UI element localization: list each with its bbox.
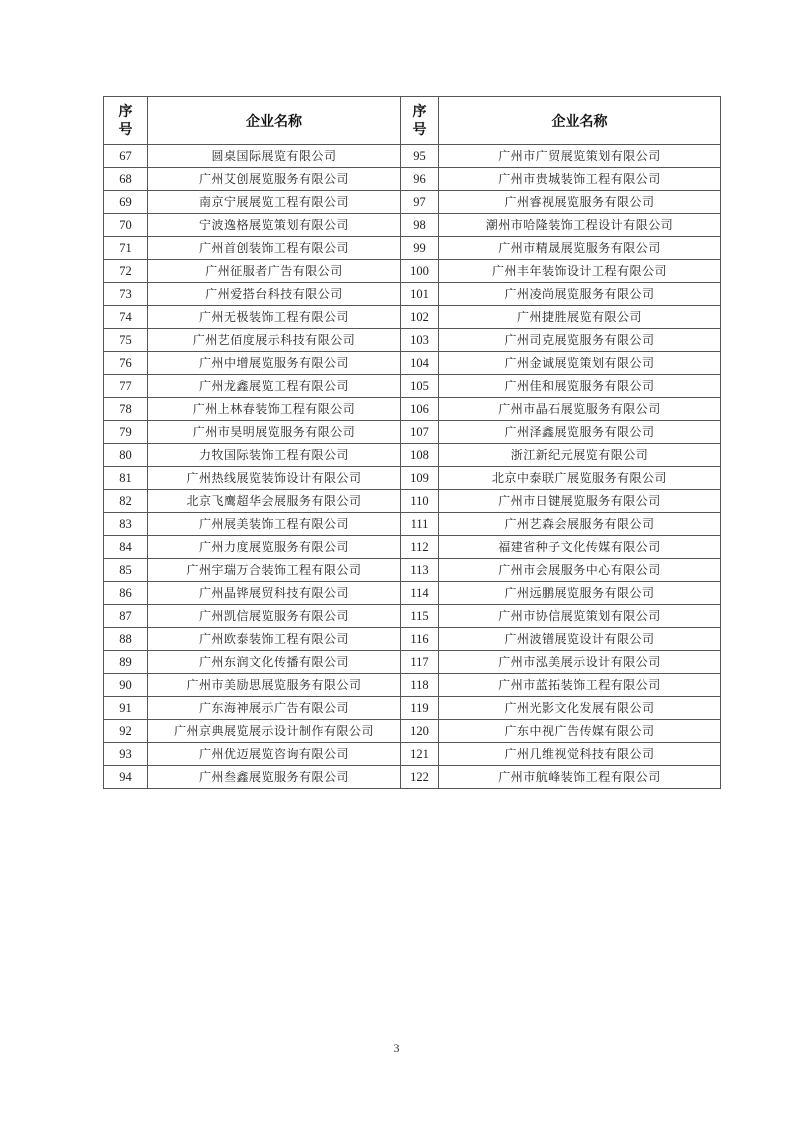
seq-number-left: 82 [104,490,148,513]
seq-number-right: 114 [401,582,439,605]
company-name-right: 广州波镨展览设计有限公司 [439,628,721,651]
seq-number-left: 67 [104,145,148,168]
seq-number-right: 103 [401,329,439,352]
seq-number-right: 101 [401,283,439,306]
company-name-right: 广州市贵城装饰工程有限公司 [439,168,721,191]
header-seq-top: 序 [118,103,133,120]
seq-number-right: 104 [401,352,439,375]
company-name-left: 广州欧泰装饰工程有限公司 [148,628,401,651]
seq-number-right: 100 [401,260,439,283]
company-list-table [103,96,721,789]
header-company-name-left: 企业名称 [148,97,401,145]
seq-number-right: 102 [401,306,439,329]
table-row [104,467,721,490]
company-name-right: 广州市广贸展览策划有限公司 [439,145,721,168]
company-name-left: 广东海神展示广告有限公司 [148,697,401,720]
seq-number-left: 78 [104,398,148,421]
company-name-right: 广州市泓美展示设计有限公司 [439,651,721,674]
seq-number-left: 69 [104,191,148,214]
company-name-left: 广州上林春装饰工程有限公司 [148,398,401,421]
company-name-left: 圆桌国际展览有限公司 [148,145,401,168]
company-name-right: 广州几维视觉科技有限公司 [439,743,721,766]
table-row [104,559,721,582]
seq-number-left: 84 [104,536,148,559]
company-name-right: 广州市日键展览服务有限公司 [439,490,721,513]
seq-number-right: 108 [401,444,439,467]
seq-number-right: 98 [401,214,439,237]
company-name-left: 广州京典展览展示设计制作有限公司 [148,720,401,743]
company-name-left: 广州宇瑞万合装饰工程有限公司 [148,559,401,582]
seq-number-right: 121 [401,743,439,766]
company-name-right: 广州睿视展览服务有限公司 [439,191,721,214]
company-name-left: 广州凯信展览服务有限公司 [148,605,401,628]
company-name-right: 广东中视广告传媒有限公司 [439,720,721,743]
table-row [104,168,721,191]
table-header-row [104,97,721,145]
table-row [104,582,721,605]
seq-number-right: 115 [401,605,439,628]
seq-number-right: 119 [401,697,439,720]
table-row [104,766,721,789]
company-name-right: 浙江新纪元展览有限公司 [439,444,721,467]
header-seq-left [104,97,148,145]
company-name-right: 广州艺森会展服务有限公司 [439,513,721,536]
seq-number-right: 113 [401,559,439,582]
company-name-right: 北京中泰联广展览服务有限公司 [439,467,721,490]
seq-number-left: 85 [104,559,148,582]
seq-number-left: 92 [104,720,148,743]
company-name-left: 宁波逸格展览策划有限公司 [148,214,401,237]
company-name-left: 广州热线展览装饰设计有限公司 [148,467,401,490]
seq-number-left: 90 [104,674,148,697]
company-name-right: 广州丰年装饰设计工程有限公司 [439,260,721,283]
seq-number-right: 107 [401,421,439,444]
table-row [104,513,721,536]
seq-number-right: 106 [401,398,439,421]
company-name-right: 广州光影文化发展有限公司 [439,697,721,720]
company-name-right: 广州市蓝拓装饰工程有限公司 [439,674,721,697]
table-row [104,329,721,352]
company-name-right: 广州市晶石展览服务有限公司 [439,398,721,421]
seq-number-right: 116 [401,628,439,651]
table-row [104,674,721,697]
seq-number-right: 120 [401,720,439,743]
company-name-right: 广州市精晟展览服务有限公司 [439,237,721,260]
company-name-right: 潮州市哈隆装饰工程设计有限公司 [439,214,721,237]
table-row [104,306,721,329]
table-row [104,651,721,674]
seq-number-right: 112 [401,536,439,559]
seq-number-right: 95 [401,145,439,168]
header-seq-top: 序 [412,103,427,120]
table-row [104,605,721,628]
table-row [104,720,721,743]
company-name-left: 北京飞鹰超华会展服务有限公司 [148,490,401,513]
seq-number-left: 81 [104,467,148,490]
seq-number-left: 91 [104,697,148,720]
company-name-left: 广州市美励思展览服务有限公司 [148,674,401,697]
company-name-left: 广州龙鑫展览工程有限公司 [148,375,401,398]
company-name-left: 广州力度展览服务有限公司 [148,536,401,559]
company-name-left: 广州征服者广告有限公司 [148,260,401,283]
company-name-right: 广州远鹏展览服务有限公司 [439,582,721,605]
company-name-left: 广州市昊明展览服务有限公司 [148,421,401,444]
table-row [104,628,721,651]
table-row [104,191,721,214]
seq-number-right: 109 [401,467,439,490]
table-row [104,398,721,421]
table-row [104,536,721,559]
company-name-right: 广州凌尚展览服务有限公司 [439,283,721,306]
page-number: 3 [393,1041,400,1055]
seq-number-left: 86 [104,582,148,605]
seq-number-left: 80 [104,444,148,467]
company-name-left: 广州首创装饰工程有限公司 [148,237,401,260]
seq-number-right: 96 [401,168,439,191]
company-name-right: 广州市会展服务中心有限公司 [439,559,721,582]
table-row [104,145,721,168]
seq-number-left: 70 [104,214,148,237]
table-row [104,237,721,260]
company-name-right: 广州佳和展览服务有限公司 [439,375,721,398]
table-row [104,283,721,306]
seq-number-left: 68 [104,168,148,191]
seq-number-right: 111 [401,513,439,536]
header-seq-right [401,97,439,145]
seq-number-left: 88 [104,628,148,651]
seq-number-left: 89 [104,651,148,674]
table-row [104,490,721,513]
company-name-right: 福建省种子文化传媒有限公司 [439,536,721,559]
company-name-left: 广州艺佰度展示科技有限公司 [148,329,401,352]
seq-number-left: 79 [104,421,148,444]
company-name-right: 广州捷胜展览有限公司 [439,306,721,329]
table-row [104,697,721,720]
company-name-left: 南京宁展展览工程有限公司 [148,191,401,214]
table-body [104,145,721,789]
header-seq-bottom: 号 [412,121,427,138]
table-row [104,352,721,375]
seq-number-right: 110 [401,490,439,513]
company-name-left: 广州无极装饰工程有限公司 [148,306,401,329]
company-name-left: 广州爱搭台科技有限公司 [148,283,401,306]
seq-number-right: 99 [401,237,439,260]
seq-number-left: 94 [104,766,148,789]
seq-number-left: 73 [104,283,148,306]
seq-number-left: 72 [104,260,148,283]
company-name-left: 广州晶铧展贸科技有限公司 [148,582,401,605]
seq-number-right: 97 [401,191,439,214]
header-company-name-right: 企业名称 [439,97,721,145]
seq-number-left: 77 [104,375,148,398]
table-row [104,421,721,444]
company-name-right: 广州泽鑫展览服务有限公司 [439,421,721,444]
seq-number-right: 117 [401,651,439,674]
table-row [104,444,721,467]
table-row [104,260,721,283]
table-row [104,375,721,398]
table-row [104,214,721,237]
seq-number-left: 83 [104,513,148,536]
company-name-left: 力牧国际装饰工程有限公司 [148,444,401,467]
company-name-left: 广州中增展览服务有限公司 [148,352,401,375]
seq-number-right: 105 [401,375,439,398]
seq-number-left: 71 [104,237,148,260]
seq-number-left: 93 [104,743,148,766]
seq-number-left: 76 [104,352,148,375]
company-name-left: 广州叁鑫展览服务有限公司 [148,766,401,789]
seq-number-right: 122 [401,766,439,789]
seq-number-left: 75 [104,329,148,352]
header-seq-bottom: 号 [118,121,133,138]
company-name-left: 广州东润文化传播有限公司 [148,651,401,674]
company-name-right: 广州市航峰装饰工程有限公司 [439,766,721,789]
company-name-left: 广州艾创展览服务有限公司 [148,168,401,191]
company-name-left: 广州优迈展览咨询有限公司 [148,743,401,766]
company-name-right: 广州司克展览服务有限公司 [439,329,721,352]
seq-number-right: 118 [401,674,439,697]
table-row [104,743,721,766]
company-name-right: 广州金诚展览策划有限公司 [439,352,721,375]
company-name-right: 广州市协信展览策划有限公司 [439,605,721,628]
company-name-left: 广州展美装饰工程有限公司 [148,513,401,536]
seq-number-left: 74 [104,306,148,329]
seq-number-left: 87 [104,605,148,628]
